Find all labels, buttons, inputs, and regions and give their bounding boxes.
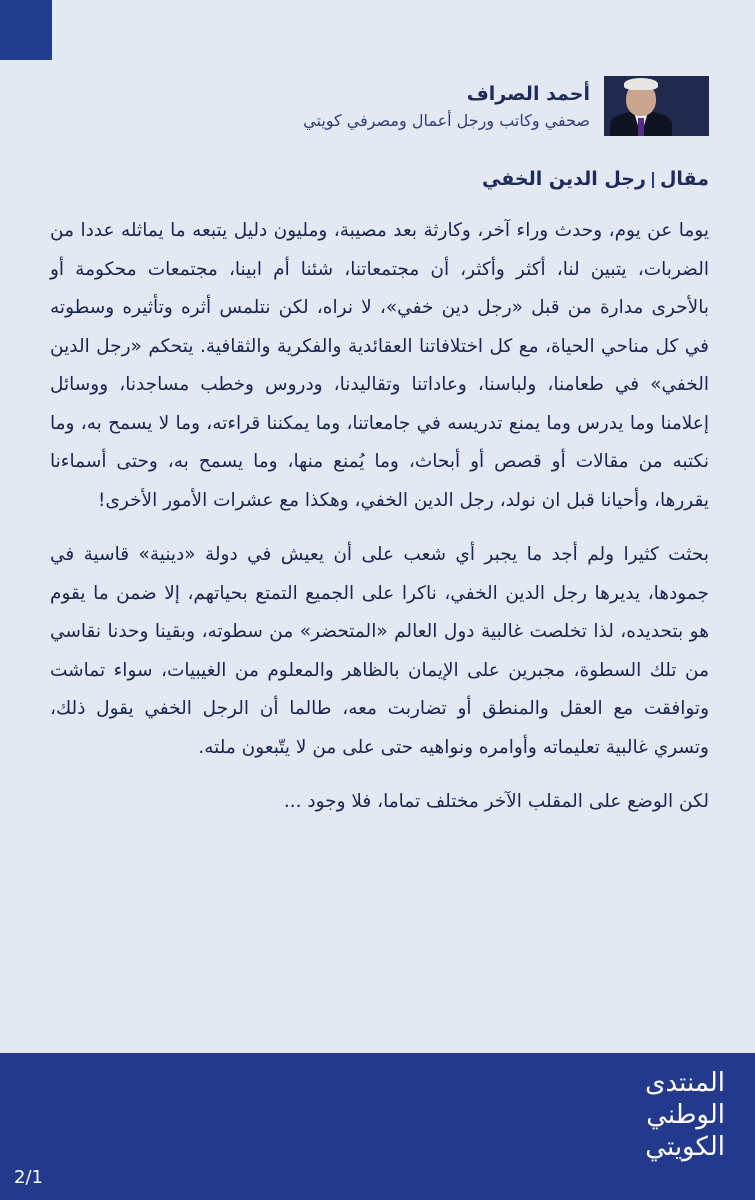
article-body <box>50 212 709 838</box>
author-block <box>303 76 709 136</box>
logo-line: الكويتي <box>645 1132 725 1162</box>
logo-line: الوطني <box>646 1100 725 1130</box>
article-paragraph: يوما عن يوم، وحدث وراء آخر، وكارثة بعد مصيبة، ومليون دليل يتبعه ما يماثله عددا من الضربات، يتبين لنا، أكثر وأكثر، أن مجتمعاتنا، شئنا أم ابينا، مجتمعات محكومة أو بالأحرى مدارة من قبل «رجل دين خفي»، لا نراه، لكن نتلمس أثره وتأثيره وسطوته في كل مناحي الحياة، مع كل اختلافاتنا العقائدية والفكرية والثقافية. يتحكم «رجل الدين الخفي» في طعامنا، ولباسنا، وعاداتنا وتقاليدنا، ودروس وخطب مساجدنا، ووسائل إعلامنا وما يدرس وما يمنع تدريسه في جامعاتنا، وما يمكننا قراءته، وما لا يسمح به، وما نكتبه من مقالات أو قصص أو أبحاث، وما يُمنع منها، وما يسمح به، وحتى أسماءنا يقررها، وأحيانا قبل ان نولد، رجل الدين الخفي، وهكذا مع عشرات الأمور الأخرى! <box>50 220 709 511</box>
article-title: رجل الدين الخفي <box>482 168 646 190</box>
author-photo <box>604 76 709 136</box>
author-bio: صحفي وكاتب ورجل أعمال ومصرفي كويتي <box>303 110 590 130</box>
footer-bar <box>0 1053 755 1200</box>
article-paragraph: لكن الوضع على المقلب الآخر مختلف تماما، فلا وجود ... <box>283 791 709 812</box>
logo-line: المنتدى <box>645 1068 725 1098</box>
section-label: مقال <box>659 168 709 190</box>
article-paragraph: بحثت كثيرا ولم أجد ما يجبر أي شعب على أن يعيش في دولة «دينية» قاسية في جمودها، يديرها رجل الدين الخفي، ناكرا على الجميع التمتع بحياتهم، إلا ضمن ما يقوم هو بتحديده، لذا تخلصت غالبية دول العالم «المتحضر» من سطوته، وبقينا وحدنا نقاسي من تلك السطوة، مجبرين على الإيمان بالظاهر والمعلوم من الغيبيات، سواء تماشت وتوافقت مع العقل والمنطق أو تضاربت معه، طالما أن الرجل الخفي يقول ذلك، وتسري غالبية تعليماته وأوامره ونواهيه حتى على من لا يتّبعون ملته. <box>50 544 709 758</box>
headline-divider <box>652 172 654 188</box>
forum-logo <box>535 1067 725 1163</box>
article-headline <box>482 168 709 190</box>
page-number: 2/1 <box>14 1167 43 1188</box>
corner-accent <box>0 0 52 60</box>
author-name: أحمد الصراف <box>466 82 590 105</box>
